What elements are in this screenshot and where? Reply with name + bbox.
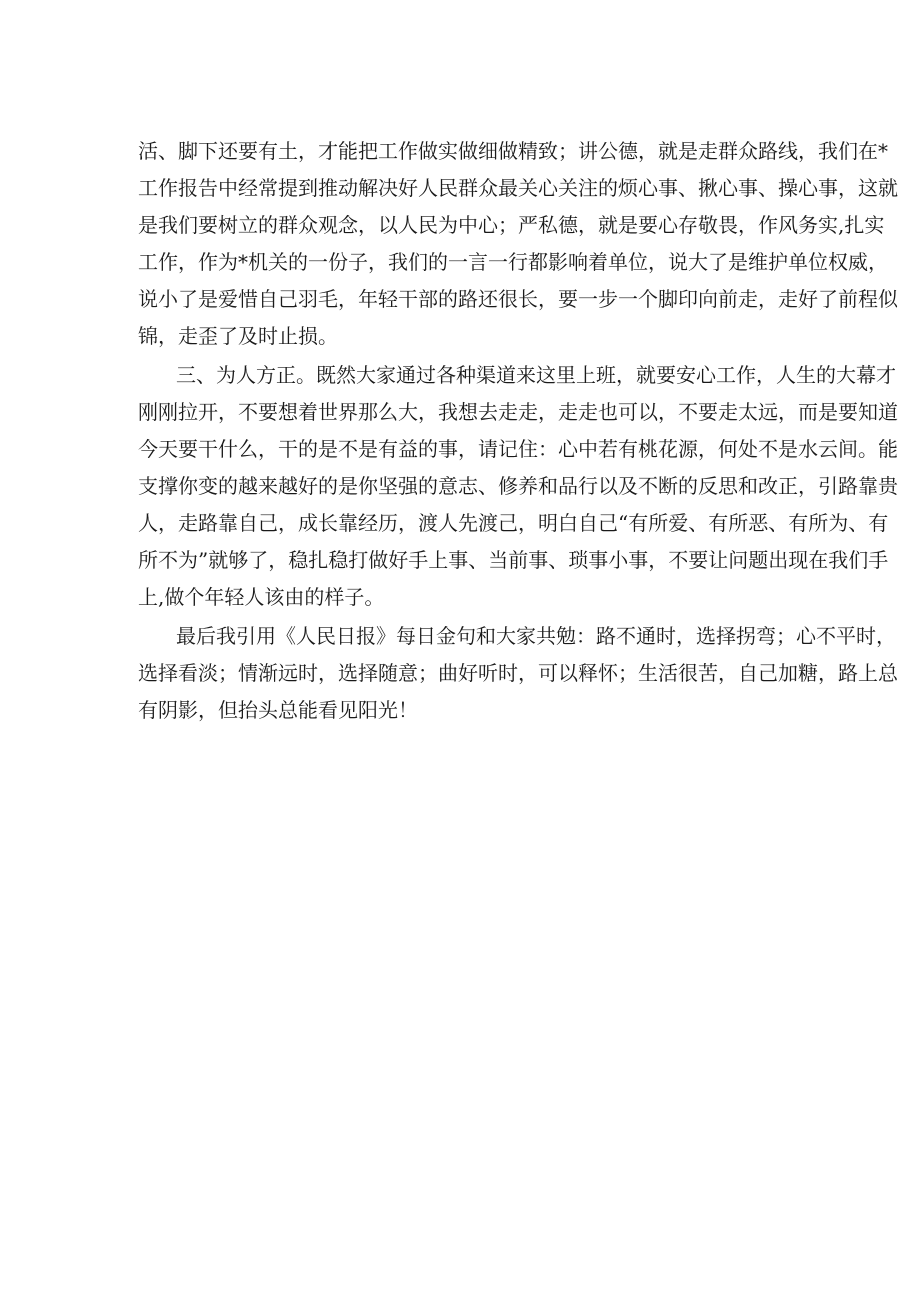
text-line: 三、为人方正。既然大家通过各种渠道来这里上班，就要安心工作，人生的大幕才	[176, 363, 896, 387]
text-line: 上,做个年轻人该由的样子。	[138, 585, 385, 609]
text-line: 活、脚下还要有土，才能把工作做实做细做精致；讲公德，就是走群众路线，我们在*	[138, 139, 888, 163]
text-line: 工作报告中经常提到推动解决好人民群众最关心关注的烦心事、揪心事、操心事，这就	[138, 176, 898, 200]
text-line: 最后我引用《人民日报》每日金句和大家共勉：路不通时，选择拐弯；心不平时，	[176, 624, 896, 648]
paragraph-section-three	[138, 357, 898, 616]
text-line: 锦，走歪了及时止损。	[138, 324, 338, 348]
text-line: 刚刚拉开，不要想着世界那么大，我想去走走，走走也可以，不要走太远，而是要知道	[138, 400, 898, 424]
text-line: 工作，作为*机关的一份子，我们的一言一行都影响着单位，说大了是维护单位权威，	[138, 250, 888, 274]
text-line: 选择看淡；情渐远时，选择随意；曲好听时，可以释怀；生活很苦，自己加糖，路上总	[138, 661, 898, 685]
text-line: 有阴影，但抬头总能看见阳光！	[138, 698, 418, 722]
paragraph-continuation	[138, 133, 898, 355]
text-line: 支撑你变的越来越好的是你坚强的意志、修养和品行以及不断的反思和改正，引路靠贵	[138, 474, 898, 498]
text-line: 今天要干什么，干的是不是有益的事，请记住：心中若有桃花源，何处不是水云间。能	[138, 437, 898, 461]
text-line: 是我们要树立的群众观念，以人民为中心；严私德，就是要心存敬畏，作风务实,扎实	[138, 213, 885, 237]
text-line: 人，走路靠自己，成长靠经历，渡人先渡己，明白自己“有所爱、有所恶、有所为、有	[138, 511, 889, 535]
paragraph-closing	[138, 618, 898, 729]
text-line: 说小了是爱惜自己羽毛，年轻干部的路还很长，要一步一个脚印向前走，走好了前程似	[138, 287, 898, 311]
text-line: 所不为”就够了，稳扎稳打做好手上事、当前事、琐事小事，不要让问题出现在我们手	[138, 548, 889, 572]
document-body	[138, 133, 898, 729]
